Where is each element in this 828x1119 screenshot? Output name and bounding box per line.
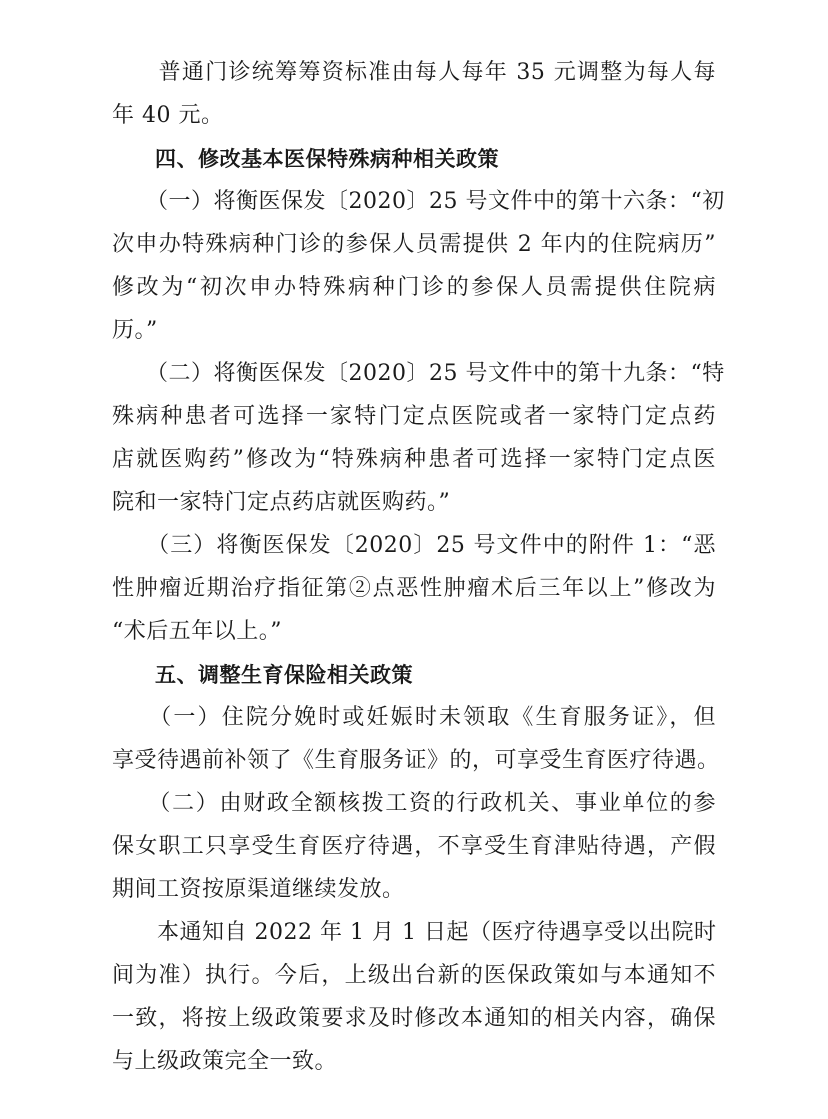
body-paragraph-line: 次申办特殊病种门诊的参保人员需提供 2 年内的住院病历” xyxy=(112,232,716,257)
body-paragraph-line: 普通门诊统筹筹资标准由每人每年 35 元调整为每人每 xyxy=(112,60,716,85)
section-heading: 五、调整生育保险相关政策 xyxy=(112,663,413,687)
body-paragraph-line: 院和一家特门定点药店就医购药。” xyxy=(112,490,451,515)
body-paragraph-line: 修改为“初次申办特殊病种门诊的参保人员需提供住院病 xyxy=(112,275,716,300)
body-paragraph-line: （一）将衡医保发〔2020〕25 号文件中的第十六条：“初 xyxy=(112,189,725,214)
body-paragraph-line: （二）将衡医保发〔2020〕25 号文件中的第十九条：“特 xyxy=(112,361,725,386)
body-paragraph-line: 期间工资按原渠道继续发放。 xyxy=(112,877,405,902)
body-paragraph-line: 性肿瘤近期治疗指征第②点恶性肿瘤术后三年以上”修改为 xyxy=(112,576,716,601)
body-paragraph-line: 殊病种患者可选择一家特门定点医院或者一家特门定点药 xyxy=(112,404,716,429)
section-heading: 四、修改基本医保特殊病种相关政策 xyxy=(112,147,499,171)
body-paragraph-line: 历。” xyxy=(112,318,158,343)
body-paragraph-line: 年 40 元。 xyxy=(112,103,224,128)
body-paragraph-line: （一）住院分娩时或妊娠时未领取《生育服务证》，但 xyxy=(112,705,716,730)
body-paragraph-line: 享受待遇前补领了《生育服务证》的，可享受生育医疗待遇。 xyxy=(112,748,720,773)
body-paragraph-line: 间为准）执行。今后，上级出台新的医保政策如与本通知不 xyxy=(112,963,716,988)
body-paragraph-line: 一致，将按上级政策要求及时修改本通知的相关内容，确保 xyxy=(112,1006,716,1031)
body-paragraph-line: 本通知自 2022 年 1 月 1 日起（医疗待遇享受以出院时 xyxy=(112,920,717,945)
body-paragraph-line: 店就医购药”修改为“特殊病种患者可选择一家特门定点医 xyxy=(112,447,716,472)
body-paragraph-line: 保女职工只享受生育医疗待遇，不享受生育津贴待遇，产假 xyxy=(112,834,716,859)
body-paragraph-line: 与上级政策完全一致。 xyxy=(112,1049,338,1074)
body-paragraph-line: （二）由财政全额核拨工资的行政机关、事业单位的参 xyxy=(112,791,716,816)
body-paragraph-line: （三）将衡医保发〔2020〕25 号文件中的附件 1：“恶 xyxy=(112,533,716,558)
body-paragraph-line: “术后五年以上。” xyxy=(112,619,282,644)
